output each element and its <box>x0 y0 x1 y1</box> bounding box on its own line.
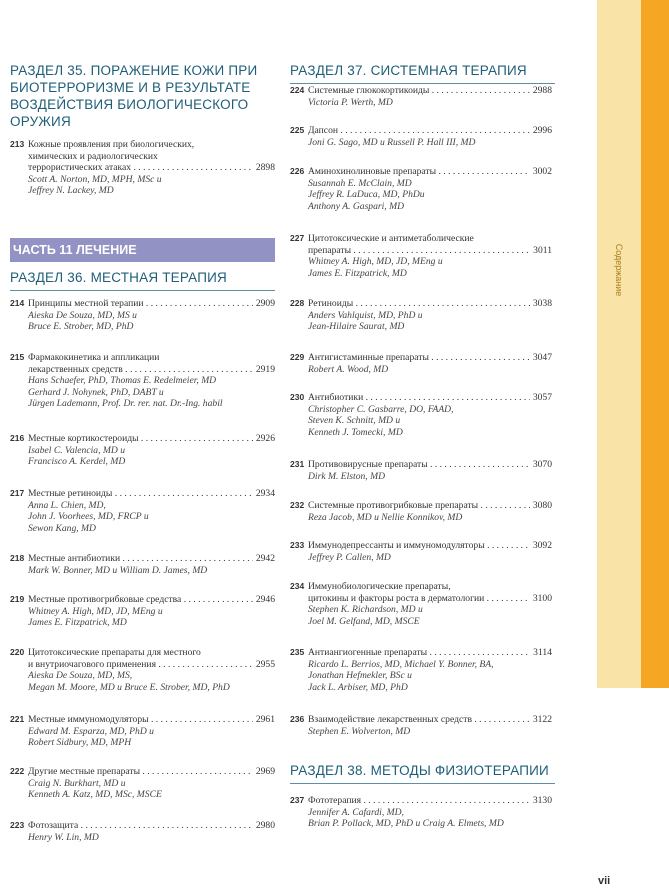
chapter-title-row <box>290 647 552 659</box>
chapter-page-number: 3057 <box>532 392 552 403</box>
toc-entry <box>290 392 552 438</box>
chapter-number: 219 <box>10 594 25 604</box>
chapter-author: Brian P. Pollack, MD, PhD и Craig A. Elmets, MD <box>308 818 504 829</box>
chapter-title-line <box>290 233 552 245</box>
chapter-title: лекарственных средств . . . <box>28 364 253 376</box>
section-38-heading: РАЗДЕЛ 38. МЕТОДЫ ФИЗИОТЕРАПИИ <box>290 762 555 784</box>
chapter-page-number: 2996 <box>532 125 552 136</box>
chapter-author: Whitney A. High, MD, JD, MEng и <box>308 256 443 267</box>
chapter-page-number: 3122 <box>532 714 552 725</box>
toc-entry <box>290 85 552 108</box>
chapter-title-row <box>290 352 552 364</box>
chapter-title-row <box>290 459 552 471</box>
chapter-title-part: Цитотоксические препараты для местного <box>28 647 201 658</box>
chapter-title: Местные противогрибковые средства . . . <box>28 594 253 606</box>
chapter-author: Stephen E. Wolverton, MD <box>308 725 411 737</box>
chapter-author: Susannah E. McClain, MD <box>308 177 412 189</box>
toc-entry <box>290 795 552 830</box>
chapter-title-row <box>10 488 275 500</box>
chapter-title: Взаимодействие лекарственных средств . . . <box>308 714 530 726</box>
side-tab <box>597 0 641 688</box>
chapter-number: 232 <box>290 500 305 510</box>
chapter-page-number: 3130 <box>532 795 552 806</box>
chapter-page-number: 2980 <box>255 820 275 831</box>
section-37-heading: РАЗДЕЛ 37. СИСТЕМНАЯ ТЕРАПИЯ <box>290 62 555 84</box>
chapter-author: Jack L. Arbiser, MD, PhD <box>308 681 408 693</box>
chapter-page-number: 2909 <box>255 298 275 309</box>
toc-entry <box>10 488 275 534</box>
chapter-author: Jürgen Lademann, Prof. Dr. rer. nat. Dr.-Ing. habil <box>28 398 223 409</box>
chapter-title: Антибиотики . . . <box>308 392 530 404</box>
chapter-number: 233 <box>290 540 305 550</box>
chapter-title: Местные иммуномодуляторы . . . <box>28 714 253 726</box>
chapter-number: 220 <box>10 647 25 657</box>
chapter-title-row <box>10 553 275 565</box>
toc-entry <box>10 714 275 749</box>
page-number: vii <box>598 875 611 887</box>
toc-entry <box>10 647 275 693</box>
chapter-page-number: 2926 <box>255 433 275 444</box>
chapter-number: 218 <box>10 553 25 563</box>
chapter-page-number: 2942 <box>255 553 275 564</box>
chapter-number: 227 <box>290 233 305 243</box>
chapter-page-number: 3002 <box>532 166 552 177</box>
toc-entry <box>290 298 552 333</box>
chapter-page-number: 2988 <box>532 85 552 96</box>
chapter-page-number: 2961 <box>255 714 275 725</box>
chapter-title-part: Иммунобиологические препараты, <box>308 581 451 592</box>
chapter-number: 215 <box>10 352 25 362</box>
chapter-title-part: Цитотоксические и антиметаболические <box>308 233 474 244</box>
toc-entry <box>10 433 275 468</box>
chapter-title-row <box>10 162 275 174</box>
toc-entry <box>290 714 552 737</box>
chapter-page-number: 2919 <box>255 363 275 375</box>
chapter-title: Фототерапия . . . <box>308 795 530 807</box>
toc-entry <box>290 581 552 627</box>
chapter-page-number: 2898 <box>255 162 275 173</box>
chapter-author: Ricardo L. Berrios, MD, Michael Y. Bonner, BA, <box>308 658 494 670</box>
chapter-author: Robert A. Wood, MD <box>308 363 389 375</box>
chapter-title: Антиангиогенные препараты . . . <box>308 647 530 659</box>
chapter-title: Другие местные препараты . . . <box>28 766 253 778</box>
toc-entry <box>10 352 275 410</box>
chapter-number: 228 <box>290 298 305 308</box>
section-35-heading: РАЗДЕЛ 35. ПОРАЖЕНИЕ КОЖИ ПРИ БИОТЕРРОРИЗМЕ И В РЕЗУЛЬТАТЕ ВОЗДЕЙСТВИЯ БИОЛОГИЧЕСКОГО ОРУЖИЯ <box>10 63 258 129</box>
chapter-title: Фотозащита . . . <box>28 820 253 832</box>
part-11-banner: ЧАСТЬ 11 ЛЕЧЕНИЕ <box>10 238 275 262</box>
chapter-author: Jeffrey P. Callen, MD <box>308 551 391 563</box>
chapter-author: Joni G. Sago, MD и Russell P. Hall III, MD <box>308 136 476 148</box>
chapter-author: Bruce E. Strober, MD, PhD <box>28 321 134 332</box>
chapter-title-line <box>10 352 275 364</box>
chapter-page-number: 2934 <box>255 488 275 499</box>
chapter-title-row <box>290 85 552 97</box>
chapter-title-row <box>290 392 552 404</box>
chapter-author: Jennifer A. Cafardi, MD, <box>308 806 404 818</box>
chapter-author: Isabel C. Valencia, MD и <box>28 444 125 456</box>
chapter-author: Jean-Hilaire Saurat, MD <box>308 321 405 332</box>
chapter-number: 213 <box>10 139 25 149</box>
chapter-author: Craig N. Burkhart, MD и <box>28 777 126 789</box>
chapter-page-number: 3100 <box>532 592 552 604</box>
section-36-heading: РАЗДЕЛ 36. МЕСТНАЯ ТЕРАПИЯ <box>10 269 275 291</box>
chapter-number: 226 <box>290 166 305 176</box>
toc-entry <box>290 233 552 279</box>
chapter-page-number: 3070 <box>532 459 552 470</box>
side-tab-label: Содержание <box>614 243 624 297</box>
chapter-author: Anders Vahlquist, MD, PhD и <box>308 309 423 321</box>
chapter-number: 236 <box>290 714 305 724</box>
chapter-title: Дапсон . . . <box>308 125 530 137</box>
chapter-title-row <box>10 766 275 778</box>
chapter-page-number: 3114 <box>533 647 552 658</box>
chapter-author: Mark W. Bonner, MD и William D. James, MD <box>28 564 208 576</box>
chapter-number: 231 <box>290 459 305 469</box>
chapter-author: Aieska De Souza, MD, MS и <box>28 309 137 321</box>
chapter-title: Аминохинолиновые препараты . . . <box>308 166 530 178</box>
toc-entry <box>10 594 275 629</box>
side-tab-edge <box>641 0 669 688</box>
chapter-title-row <box>10 820 275 832</box>
chapter-number: 222 <box>10 766 25 776</box>
chapter-title: Системные противогрибковые препараты . . . <box>308 500 530 512</box>
toc-entry <box>10 139 275 197</box>
chapter-title: Системные глюкокортикоиды . . . <box>308 85 530 97</box>
chapter-page-number: 3011 <box>533 244 552 256</box>
chapter-author: James E. Fitzpatrick, MD <box>308 267 407 279</box>
chapter-number: 225 <box>290 125 305 135</box>
chapter-title-row <box>290 540 552 552</box>
chapter-title-row <box>10 298 275 310</box>
chapter-title-row <box>290 125 552 137</box>
chapter-title: и внутриочагового применения . . . <box>28 659 253 671</box>
chapter-title-line <box>290 581 552 593</box>
chapter-author: Jeffrey R. LaDuca, MD, PhDu <box>308 189 425 200</box>
chapter-number: 216 <box>10 433 25 443</box>
chapter-number: 237 <box>290 795 305 805</box>
chapter-title: Местные ретиноиды . . . <box>28 488 253 500</box>
chapter-title-row <box>290 298 552 310</box>
toc-entry <box>10 298 275 333</box>
chapter-title-row <box>10 433 275 445</box>
toc-entry <box>290 166 552 212</box>
chapter-number: 234 <box>290 581 305 591</box>
chapter-title: препараты . . . <box>308 245 530 257</box>
chapter-title-row <box>290 245 552 257</box>
chapter-title: Иммунодепрессанты и иммуномодуляторы . . . <box>308 540 530 552</box>
chapter-title-row <box>10 594 275 606</box>
chapter-page-number: 2955 <box>255 658 275 670</box>
chapter-author: Hans Schaefer, PhD, Thomas E. Redelmeier, MD <box>28 375 217 386</box>
chapter-author: Megan M. Moore, MD и Bruce E. Strober, MD, PhD <box>28 681 230 693</box>
chapter-author: Edward M. Esparza, MD, PhD и <box>28 725 154 737</box>
chapter-page-number: 3038 <box>532 298 552 309</box>
chapter-number: 214 <box>10 298 25 308</box>
chapter-author: Gerhard J. Nohynek, PhD, DABT и <box>28 386 164 398</box>
chapter-title: Антигистаминные препараты . . . <box>308 352 530 364</box>
chapter-author: Kenneth J. Tomecki, MD <box>308 426 403 438</box>
chapter-number: 221 <box>10 714 25 724</box>
chapter-page-number: 2969 <box>255 766 275 777</box>
toc-entry <box>290 647 552 693</box>
chapter-author: Stephen K. Richardson, MD и <box>308 604 423 615</box>
chapter-title-row <box>290 593 552 605</box>
chapter-author: Robert Sidbury, MD, MPH <box>28 737 132 748</box>
chapter-title-part: Фармакокинетика и аппликации <box>28 352 160 363</box>
chapter-title-line <box>10 139 275 151</box>
chapter-number: 224 <box>290 85 305 95</box>
chapter-author: James E. Fitzpatrick, MD <box>28 617 127 628</box>
chapter-title: Принципы местной терапии . . . <box>28 298 253 310</box>
chapter-author: Christopher C. Gasbarre, DO, FAAD, <box>308 403 454 415</box>
toc-entry <box>10 766 275 801</box>
toc-entry <box>290 459 552 482</box>
chapter-author: Kenneth A. Katz, MD, MSc, MSCE <box>28 789 162 800</box>
chapter-title-row <box>290 714 552 726</box>
chapter-author: Henry W. Lin, MD <box>28 831 99 843</box>
toc-entry <box>10 553 275 576</box>
chapter-author: Scott A. Norton, MD, MPH, MSc и <box>28 173 162 185</box>
chapter-title-row <box>290 795 552 807</box>
toc-entry <box>290 352 552 375</box>
chapter-author: Reza Jacob, MD и Nellie Konnikov, MD <box>308 511 463 523</box>
chapter-author: Joel M. Gelfand, MD, MSCE <box>308 615 420 627</box>
chapter-title-part: химических и радиологических <box>28 150 158 162</box>
chapter-title-row <box>290 500 552 512</box>
chapter-title-row <box>10 659 275 671</box>
chapter-author: Sewon Kang, MD <box>28 522 96 534</box>
chapter-number: 230 <box>290 392 305 402</box>
chapter-author: Aieska De Souza, MD, MS, <box>28 670 133 681</box>
chapter-title-row <box>10 364 275 376</box>
chapter-number: 229 <box>290 352 305 362</box>
chapter-title: цитокины и факторы роста в дерматологии . . . <box>308 593 530 605</box>
chapter-title: террористических атаках . . . <box>28 162 253 174</box>
chapter-title: Противовирусные препараты . . . <box>308 459 530 471</box>
toc-entry <box>10 820 275 843</box>
chapter-page-number: 3080 <box>532 500 552 511</box>
chapter-number: 217 <box>10 488 25 498</box>
chapter-title: Ретиноиды . . . <box>308 298 530 310</box>
chapter-title-row <box>10 714 275 726</box>
chapter-author: John J. Voorhees, MD, FRCP и <box>28 511 149 522</box>
chapter-title-row <box>290 166 552 178</box>
chapter-author: Steven K. Schnitt, MD и <box>308 415 401 426</box>
chapter-author: Dirk M. Elston, MD <box>308 470 386 482</box>
chapter-author: Anthony A. Gaspari, MD <box>308 200 405 212</box>
chapter-number: 223 <box>10 820 25 830</box>
chapter-title: Местные кортикостероиды . . . <box>28 433 253 445</box>
toc-entry <box>290 540 552 563</box>
chapter-title: Местные антибиотики . . . <box>28 553 253 565</box>
chapter-author: Anna L. Chien, MD, <box>28 499 106 511</box>
toc-entry <box>290 125 552 148</box>
chapter-page-number: 3047 <box>532 352 552 363</box>
chapter-title-line <box>10 647 275 659</box>
chapter-author: Victoria P. Werth, MD <box>308 96 393 108</box>
toc-entry <box>290 500 552 523</box>
chapter-author: Francisco A. Kerdel, MD <box>28 456 126 467</box>
chapter-author: Whitney A. High, MD, JD, MEng и <box>28 605 163 617</box>
chapter-author: Jonathan Hefmekler, BSc и <box>308 670 412 681</box>
chapter-author: Jeffrey N. Lackey, MD <box>28 185 114 196</box>
chapter-title-part: Кожные проявления при биологических, <box>28 139 195 150</box>
chapter-page-number: 2946 <box>255 594 275 605</box>
chapter-page-number: 3092 <box>532 540 552 551</box>
chapter-number: 235 <box>290 647 305 657</box>
